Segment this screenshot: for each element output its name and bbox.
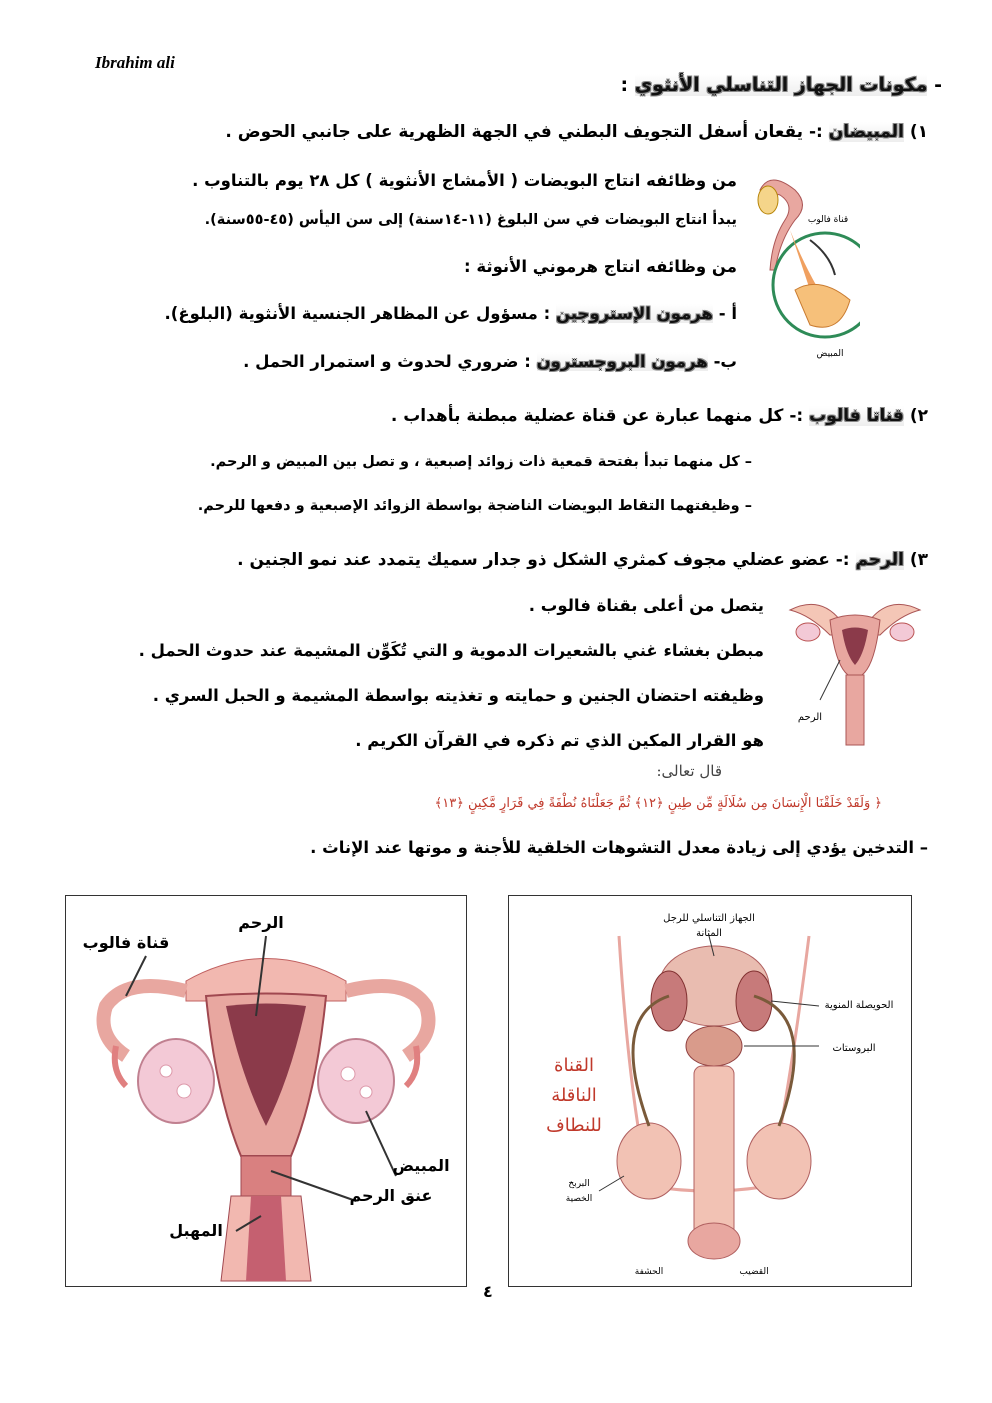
uterus-point-2: مبطن بغشاء غني بالشعيرات الدموية و التي تُكَوِّن المشيمة عند حدوث الحمل . [138,641,764,660]
quran-verse: ﴿ وَلَقَدْ خَلَقْنَا الْإِنسَانَ مِن سُلَالَةٍ مِّن طِينٍ ﴿١٢﴾ ثُمَّ جَعَلْنَاهُ نُطْفَةً فِي قَرَارٍ مَّكِينٍ ﴿١٣﴾ [434,796,882,811]
tubes-number: ٢) [909,406,928,426]
ovaries-heading [225,122,928,142]
tubes-bullet-1: – كل منهما تبدأ بفتحة قمعية ذات زوائد إصبعية ، و تصل بين المبيض و الرحم. [210,454,752,470]
figure-tube-label: قناة فالوب [807,215,849,225]
male-vas-label-2: الناقلة [551,1085,597,1106]
title-dash: - [934,74,942,96]
estrogen-name: هرمون الإستروجين [556,304,713,323]
progesterone-line [243,352,737,371]
title-colon: : [620,74,629,96]
uterus-term: الرحم [855,550,904,570]
tubes-heading [391,406,928,426]
uterus-point-3: وظيفته احتضان الجنين و حمايته و تغذيته بواسطة المشيمة و الحبل السري . [152,686,764,705]
hormone-a-letter: أ - [718,304,737,323]
male-title: الجهاز التناسلي للرجل [663,913,755,924]
uterus-figure-label: الرحم [797,712,823,723]
ovaries-term: المبيضان [828,122,904,142]
ovaries-line-3: من وظائفه انتاج هرموني الأنوثة : [464,257,737,276]
female-vagina-label: المهبل [169,1221,223,1240]
female-ovary-label: المبيض [392,1156,450,1175]
estrogen-desc: : مسؤول عن المظاهر الجنسية الأنثوية (البلوغ). [164,304,551,323]
author-name: Ibrahim ali [95,53,175,72]
ovaries-definition: :- يقعان أسفل التجويف البطني في الجهة الظهرية على جانبي الحوض . [225,122,823,142]
female-diagram-frame [65,895,467,1287]
ovaries-line-1: من وظائفه انتاج البويضات ( الأمشاج الأنثوية ) كل ٢٨ يوم بالتناوب . [192,171,737,190]
female-uterus-label: الرحم [238,913,284,932]
uterus-point-4: هو القرار المكين الذي تم ذكره في القرآن الكريم . [355,731,764,750]
female-reproductive-diagram [66,896,466,1286]
male-vesicle-label: الحويصلة المنوية [824,1000,894,1011]
female-tube-label: قناة فالوب [82,933,170,952]
ovaries-number: ١) [909,122,928,142]
ovaries-line-2: يبدأ انتاج البويضات في سن البلوغ (١١-١٤سنة) إلى سن اليأس (٤٥-٥٥سنة). [204,212,737,228]
male-vas-label-3: للنطاف [546,1115,602,1136]
title-highlight: مكونات الجهاز التناسلي الأنثوي [634,74,928,96]
hormone-b-letter: ب- [713,352,737,371]
male-reproductive-diagram [509,896,911,1286]
estrogen-line [165,304,737,323]
male-diagram-frame [508,895,912,1287]
male-prostate-label: البروستات [832,1043,876,1054]
uterus-small-figure [780,590,930,755]
figure-ovary-label: المبيض [816,349,844,359]
uterus-point-1: يتصل من أعلى بقناة فالوب . [528,596,764,615]
uterus-heading [237,550,928,570]
page-number: ٤ [483,1282,493,1301]
uterus-definition: :- عضو عضلي مجوف كمثري الشكل ذو جدار سميك يتمدد عند نمو الجنين . [237,550,850,570]
female-cervix-label: عنق الرحم [349,1186,433,1205]
male-vas-label-1: القناة [554,1055,594,1076]
progesterone-name: هرمون البروجسترون [536,352,708,371]
section-title [621,74,942,96]
smoking-line: – التدخين يؤدي إلى زيادة معدل التشوهات الخلقية للأجنة و موتها عند الإناث . [310,838,928,857]
male-epididymis-label: البربخ [568,1179,590,1189]
progesterone-desc: : ضروري لحدوث و استمرار الحمل . [243,352,531,371]
tubes-definition: :- كل منهما عبارة عن قناة عضلية مبطنة بأهداب . [390,406,804,426]
male-testis-label: الخصية [565,1194,593,1204]
tubes-bullet-2: – وظيفتهما التقاط البويضات الناضجة بواسطة الزوائد الإصبعية و دفعها للرحم. [197,498,752,514]
tubes-term: قناتا فالوب [809,406,904,426]
quran-label: قال تعالى: [656,762,722,780]
male-penis-label: القضيب [739,1267,769,1277]
uterus-number: ٣) [909,550,928,570]
male-bladder-label: المثانة [696,928,722,939]
ovary-tube-figure [750,160,860,375]
male-glans-label: الحشفة [634,1267,664,1277]
